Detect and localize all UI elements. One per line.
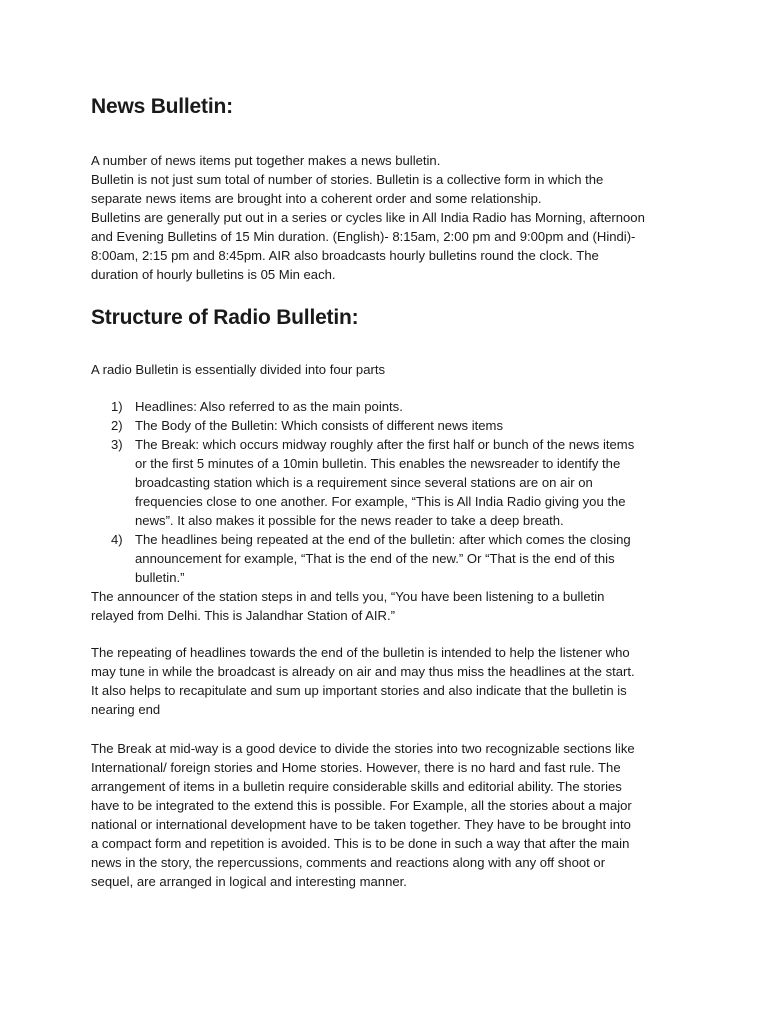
text-line: and Evening Bulletins of 15 Min duration. (English)- 8:15am, 2:00 pm and 9:00pm and (Hindi)- (91, 229, 636, 244)
text-line: It also helps to recapitulate and sum up important stories and also indicate that the bulletin is (91, 683, 627, 698)
text-line: The Body of the Bulletin: Which consists of different news items (135, 418, 504, 433)
text-line: International/ foreign stories and Home stories. However, there is no hard and fast rule. The (91, 760, 621, 775)
text-line: have to be integrated to the extend this is possible. For Example, all the stories about a major (91, 798, 632, 813)
text-line: A radio Bulletin is essentially divided into four parts (91, 362, 386, 377)
text-line: nearing end (91, 702, 161, 717)
heading-structure-radio-bulletin: Structure of Radio Bulletin: (91, 306, 359, 329)
text-line: sequel, are arranged in logical and interesting manner. (91, 874, 407, 889)
text-line: relayed from Delhi. This is Jalandhar Station of AIR.” (91, 608, 395, 623)
text-line: frequencies close to one another. For example, “This is All India Radio giving you the (135, 494, 626, 509)
text-line: Bulletin is not just sum total of number of stories. Bulletin is a collective form in which the (91, 172, 604, 187)
text-line: arrangement of items in a bulletin require considerable skills and editorial ability. The stories (91, 779, 622, 794)
text-line: separate news items are brought into a coherent order and some relationship. (91, 191, 542, 206)
bulletin-parts-list (91, 397, 681, 587)
list-item (91, 435, 681, 530)
list-number: 1) (111, 399, 123, 414)
text-line: The headlines being repeated at the end of the bulletin: after which comes the closing (135, 532, 631, 547)
list-item (91, 397, 681, 416)
text-line: a compact form and repetition is avoided. This is to be done in such a way that after the main (91, 836, 630, 851)
text-line: may tune in while the broadcast is already on air and may thus miss the headlines at the start. (91, 664, 635, 679)
text-line: or the first 5 minutes of a 10min bulletin. This enables the newsreader to identify the (135, 456, 621, 471)
repeat-headlines-paragraph (91, 643, 681, 719)
break-paragraph (91, 739, 681, 891)
text-line: broadcasting station which is a requirement since several stations are on air on (135, 475, 593, 490)
list-number: 2) (111, 418, 123, 433)
list-item (91, 416, 681, 435)
text-line: news”. It also makes it possible for the news reader to take a deep breath. (135, 513, 564, 528)
list-number: 4) (111, 532, 123, 547)
heading-news-bulletin: News Bulletin: (91, 95, 233, 118)
text-line: The announcer of the station steps in and tells you, “You have been listening to a bulletin (91, 589, 605, 604)
text-line: bulletin.” (135, 570, 185, 585)
text-line: 8:00am, 2:15 pm and 8:45pm. AIR also broadcasts hourly bulletins round the clock. The (91, 248, 599, 263)
text-line: The Break at mid-way is a good device to divide the stories into two recognizable sections like (91, 741, 635, 756)
text-line: Headlines: Also referred to as the main points. (135, 399, 403, 414)
text-line: Bulletins are generally put out in a series or cycles like in All India Radio has Morning, afternoon (91, 210, 645, 225)
text-line: A number of news items put together makes a news bulletin. (91, 153, 441, 168)
list-item (91, 530, 681, 587)
intro-paragraph (91, 151, 681, 284)
list-number: 3) (111, 437, 123, 452)
text-line: duration of hourly bulletins is 05 Min each. (91, 267, 336, 282)
text-line: national or international development have to be taken together. They have to be brought into (91, 817, 631, 832)
parts-intro (91, 360, 681, 379)
text-line: The Break: which occurs midway roughly after the first half or bunch of the news items (135, 437, 635, 452)
text-line: The repeating of headlines towards the end of the bulletin is intended to help the listener who (91, 645, 630, 660)
announcer-paragraph (91, 587, 681, 625)
text-line: news in the story, the repercussions, comments and reactions along with any off shoot or (91, 855, 606, 870)
text-line: announcement for example, “That is the end of the new.” Or “That is the end of this (135, 551, 615, 566)
